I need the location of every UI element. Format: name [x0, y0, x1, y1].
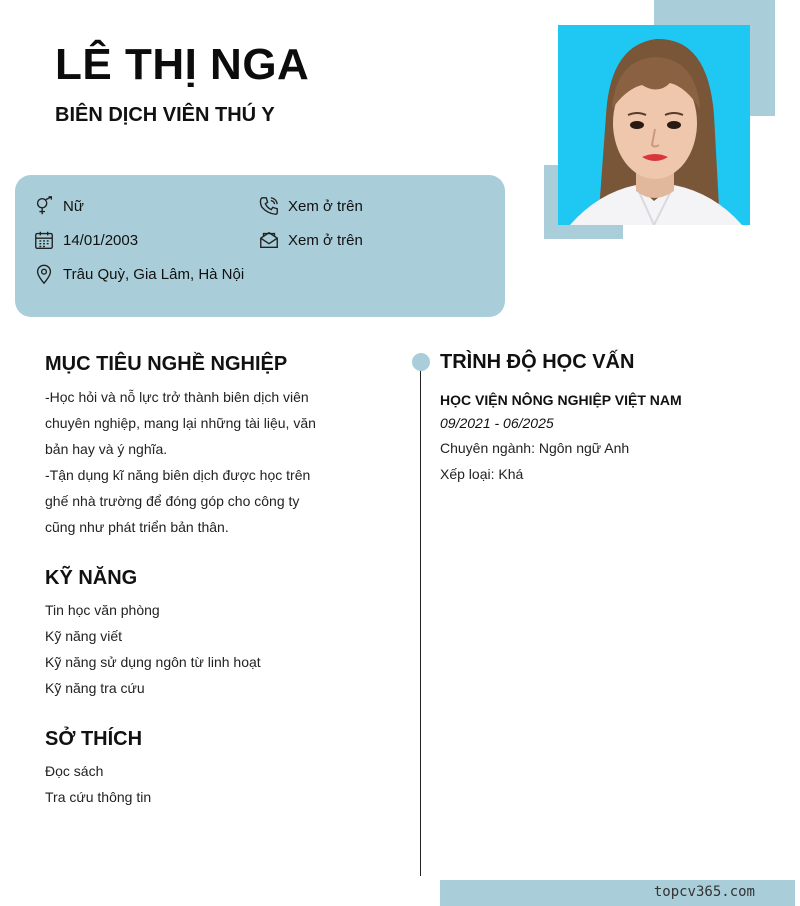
- info-phone: [258, 194, 363, 218]
- education-school: HỌC VIỆN NÔNG NGHIỆP VIỆT NAM: [440, 392, 682, 408]
- info-email: [258, 228, 363, 252]
- objective-line: chuyên nghiệp, mang lại những tài liệu, văn: [45, 415, 316, 431]
- gender-value: Nữ: [63, 197, 84, 215]
- hobby-item: Tra cứu thông tin: [45, 789, 152, 805]
- skills-title: KỸ NĂNG: [45, 567, 138, 589]
- education-period: 09/2021 - 06/2025: [440, 415, 554, 431]
- info-gender: [33, 194, 84, 218]
- info-address: [33, 262, 244, 286]
- hobby-item: Đọc sách: [45, 763, 104, 779]
- job-title: BIÊN DỊCH VIÊN THÚ Y: [55, 104, 275, 126]
- objective-line: cũng như phát triển bản thân.: [45, 519, 229, 535]
- objective-line: -Học hỏi và nỗ lực trở thành biên dịch viên: [45, 389, 309, 405]
- email-value: Xem ở trên: [288, 231, 363, 249]
- skill-item: Tin học văn phòng: [45, 602, 160, 618]
- phone-icon: [258, 195, 280, 217]
- footer-watermark: topcv365.com: [653, 884, 755, 900]
- skill-item: Kỹ năng viết: [45, 628, 123, 644]
- education-grade: Xếp loại: Khá: [440, 466, 524, 482]
- skill-item: Kỹ năng tra cứu: [45, 680, 145, 696]
- timeline-dot: [412, 353, 430, 371]
- objective-line: -Tận dụng kĩ năng biên dịch được học trên: [45, 467, 311, 483]
- objective-title: MỤC TIÊU NGHỀ NGHIỆP: [45, 353, 288, 375]
- education-title: TRÌNH ĐỘ HỌC VẤN: [440, 351, 635, 373]
- gender-icon: [33, 195, 55, 217]
- profile-photo: [558, 25, 750, 225]
- calendar-icon: [33, 229, 55, 251]
- candidate-name: LÊ THỊ NGA: [55, 40, 310, 89]
- phone-value: Xem ở trên: [288, 197, 363, 215]
- skill-item: Kỹ năng sử dụng ngôn từ linh hoạt: [45, 654, 261, 670]
- timeline-line: [420, 362, 421, 876]
- birthdate-value: 14/01/2003: [63, 231, 139, 249]
- education-major: Chuyên ngành: Ngôn ngữ Anh: [440, 440, 630, 456]
- hobbies-title: SỞ THÍCH: [45, 728, 143, 750]
- address-value: Trâu Quỳ, Gia Lâm, Hà Nội: [63, 265, 245, 283]
- objective-line: bản hay và ý nghĩa.: [45, 441, 168, 457]
- info-box: [15, 175, 505, 317]
- info-birthdate: [33, 228, 138, 252]
- footer-bar: [440, 880, 795, 906]
- mail-icon: [258, 229, 280, 251]
- objective-line: ghế nhà trường để đóng góp cho công ty: [45, 493, 300, 509]
- location-pin-icon: [33, 263, 55, 285]
